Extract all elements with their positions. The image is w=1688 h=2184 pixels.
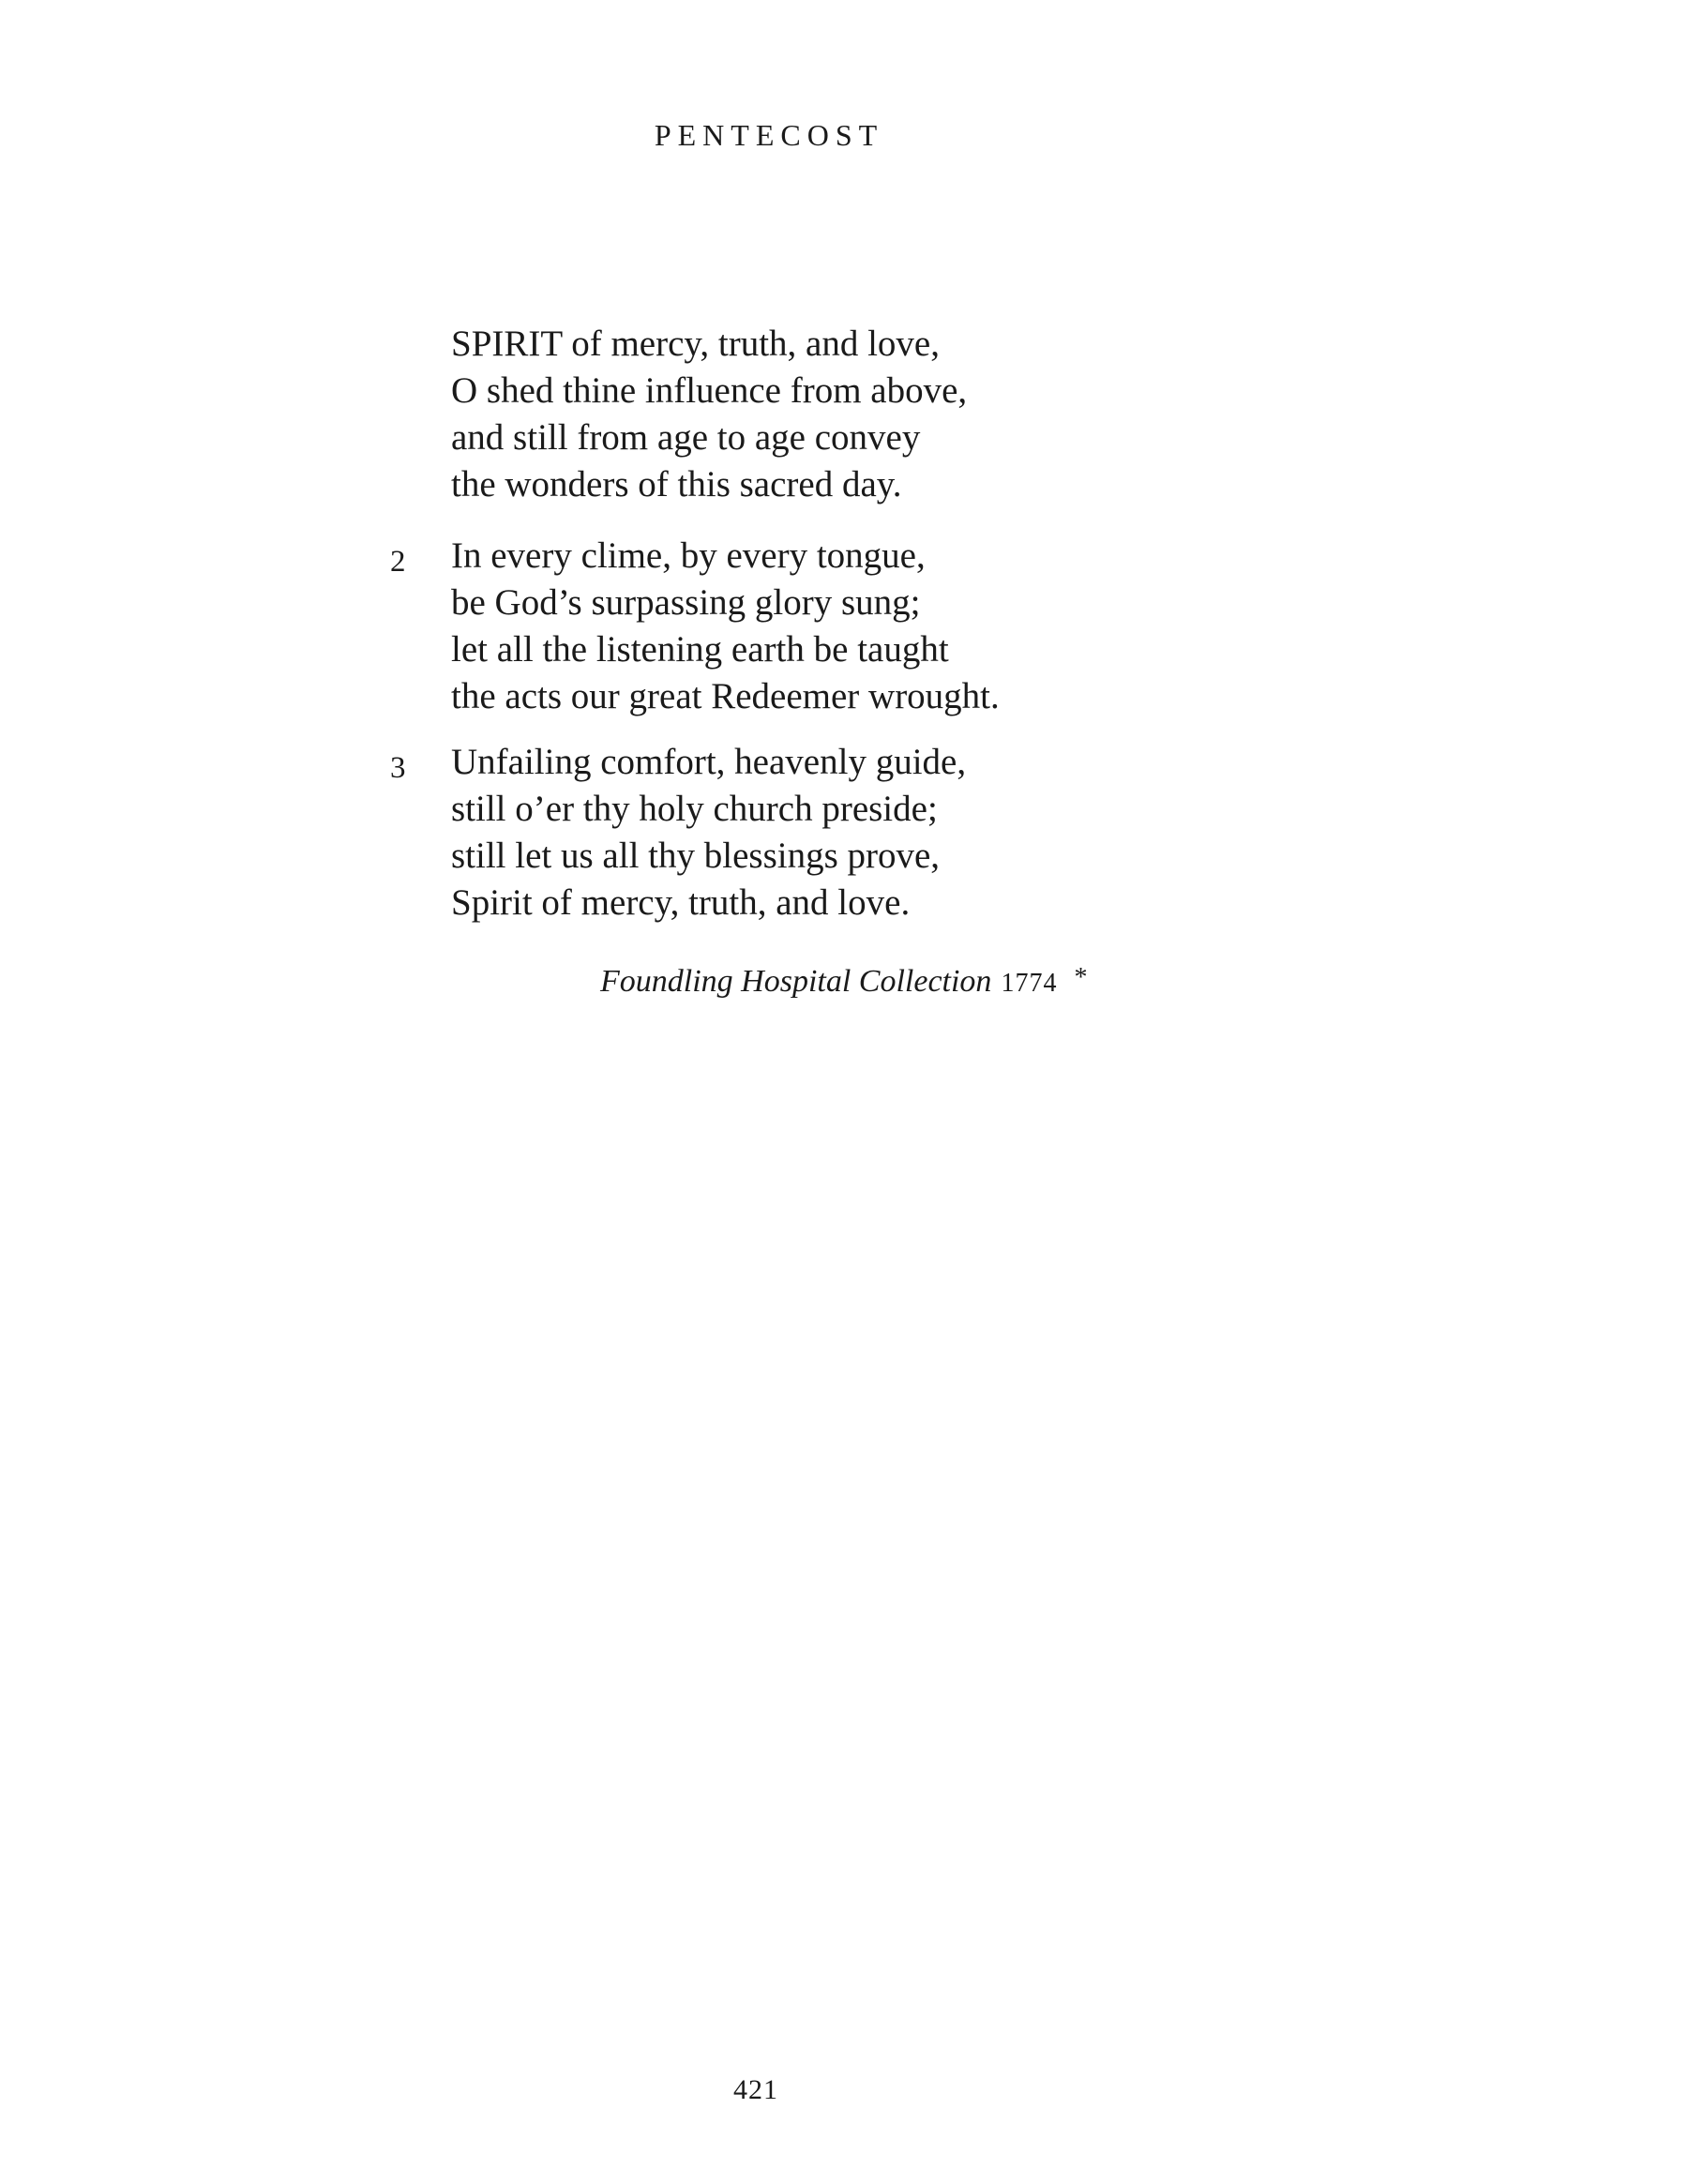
verse-3 [451,739,966,926]
verse-line: be God’s surpassing glory sung; [451,582,921,623]
page-number: 421 [733,2074,778,2105]
verse-line: the acts our great Redeemer wrought. [451,676,1000,716]
verse-line: Unfailing comfort, heavenly guide, [451,742,967,782]
attribution [600,964,1087,1000]
verse-line: In every clime, by every tongue, [451,535,926,576]
verse-2 [451,533,1000,720]
verse-line: SPIRIT of mercy, truth, and love, [451,324,940,364]
attribution-source: Foundling Hospital Collection [600,964,992,999]
attribution-asterisk: * [1074,963,1088,992]
verse-line: let all the listening earth be taught [451,629,949,670]
verse-line: the wonders of this sacred day. [451,464,902,505]
running-title: PENTECOST [654,118,884,152]
verse-1 [451,321,967,508]
verse-number-2: 2 [390,545,406,579]
verse-line: still let us all thy blessings prove, [451,836,941,876]
verse-line: and still from age to age convey [451,417,921,458]
verse-line: Spirit of mercy, truth, and love. [451,882,911,923]
verse-line: still o’er thy holy church preside; [451,789,938,829]
attribution-year: 1774 [1001,969,1058,998]
verse-number-3: 3 [390,751,406,785]
verse-line: O shed thine influence from above, [451,370,968,411]
